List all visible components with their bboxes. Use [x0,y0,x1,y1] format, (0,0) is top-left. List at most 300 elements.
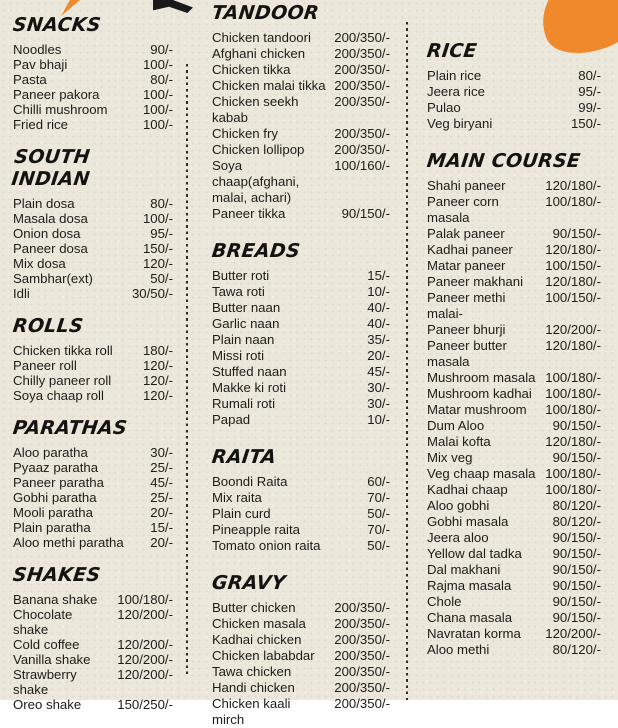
menu-item [427,370,601,386]
menu-item [13,358,173,373]
menu-item [427,322,601,338]
item-price: 200/350/- [334,142,390,157]
menu-section-breads [212,240,390,428]
menu-item [212,696,390,728]
item-name: Onion dosa [13,226,81,241]
menu-item [427,386,601,402]
menu-item [212,46,390,62]
menu-item [212,158,390,206]
item-name: Paneer bhurji [427,322,506,337]
item-price: 80/120/- [552,642,601,657]
item-price: 90/150/- [341,206,390,221]
section-title [212,572,390,594]
item-price: 200/350/- [334,126,390,141]
item-name: Handi chicken [212,680,295,695]
menu-column-middle [212,2,390,728]
menu-item [212,680,390,696]
section-title [212,240,390,262]
item-price: 100/180/- [545,402,601,417]
item-name: Missi roti [212,348,265,363]
item-name: Rumali roti [212,396,276,411]
item-price: 90/150/- [552,450,601,465]
item-name: Soya chaap(afghani, malai, achari) [212,158,300,205]
menu-item [13,286,173,301]
menu-item [13,490,173,505]
item-price: 90/150/- [552,226,601,241]
menu-item [427,498,601,514]
item-price: 120/200/- [545,322,601,337]
menu-item [13,196,173,211]
item-price: 50/- [367,538,390,553]
item-name: Veg chaap masala [427,466,536,481]
menu-item [212,94,390,126]
menu-section-south-indian [10,146,173,301]
item-name: Pulao [427,100,461,115]
section-title-text: RICE [425,40,479,62]
item-name: Sambhar(ext) [13,271,93,286]
menu-section-shakes [13,564,173,712]
menu-item [212,632,390,648]
item-name: Veg biryani [427,116,493,131]
item-name: Tawa roti [212,284,265,299]
menu-item [212,648,390,664]
section-title-text: SHAKES [11,564,102,586]
item-name: Makke ki roti [212,380,287,395]
menu-item [427,68,601,84]
item-name: Oreo shake [13,697,82,712]
section-title-text: MAIN COURSE [425,150,582,172]
menu-item [427,434,601,450]
menu-item [212,364,390,380]
column-divider-right [406,22,408,700]
item-price: 20/- [367,348,390,363]
menu-item [427,594,601,610]
menu-item [212,538,390,554]
item-name: Gobhi masala [427,514,509,529]
menu-item [427,338,601,370]
item-price: 120/200/- [545,626,601,641]
item-name: Jeera rice [427,84,485,99]
item-price: 20/- [150,505,173,520]
menu-item [427,530,601,546]
item-price: 40/- [367,316,390,331]
item-name: Pav bhaji [13,57,68,72]
swoosh-tip-icon [153,0,193,13]
item-price: 90/150/- [552,546,601,561]
item-price: 200/350/- [334,600,390,615]
item-price: 100/150/- [545,258,601,273]
menu-item [212,268,390,284]
section-title [212,2,390,24]
menu-section-raita [212,446,390,554]
item-name: Mushroom masala [427,370,536,385]
item-name: Plain rice [427,68,482,83]
item-price: 200/350/- [334,46,390,61]
item-price: 95/- [578,84,601,99]
menu-section-main-course [427,150,601,658]
menu-item [212,412,390,428]
item-price: 90/- [150,42,173,57]
item-price: 15/- [367,268,390,283]
item-name: Soya chaap roll [13,388,104,403]
item-price: 90/150/- [552,578,601,593]
item-price: 100/180/- [545,466,601,481]
section-title-text: RAITA [210,446,278,468]
menu-item [13,102,173,117]
menu-item [427,482,601,498]
item-name: Chilly paneer roll [13,373,112,388]
item-price: 200/350/- [334,680,390,695]
menu-section-parathas [13,417,173,550]
item-price: 80/- [150,72,173,87]
menu-item [13,72,173,87]
item-name: Chicken tikka [212,62,291,77]
item-price: 15/- [150,520,173,535]
item-price: 80/- [578,68,601,83]
item-price: 120/180/- [545,434,601,449]
menu-item [13,460,173,475]
menu-item [427,258,601,274]
section-title [427,40,601,62]
item-name: Pineapple raita [212,522,300,537]
item-name: Mix dosa [13,256,66,271]
section-title-text: ROLLS [11,315,85,337]
item-name: Chicken malai tikka [212,78,326,93]
item-price: 120/- [142,358,173,373]
menu-item [212,284,390,300]
item-price: 100/180/- [545,370,601,385]
item-price: 60/- [367,474,390,489]
item-name: Chole [427,594,462,609]
item-name: Paneer corn masala [427,194,499,225]
item-price: 95/- [150,226,173,241]
item-name: Palak paneer [427,226,505,241]
menu-item [13,697,173,712]
menu-item [427,116,601,132]
item-price: 100/150/- [545,290,601,305]
item-price: 10/- [367,284,390,299]
menu-item [212,474,390,490]
item-name: Yellow dal tadka [427,546,522,561]
item-price: 200/350/- [334,648,390,663]
item-price: 200/350/- [334,664,390,679]
item-name: Chana masala [427,610,513,625]
item-name: Noodles [13,42,62,57]
item-name: Chicken kaali mirch [212,696,291,727]
menu-item [212,522,390,538]
menu-item [212,348,390,364]
section-title [427,150,601,172]
item-price: 100/180/- [117,592,173,607]
item-name: Mushroom kadhai [427,386,532,401]
section-title-text: SNACKS [11,14,103,36]
item-name: Plain naan [212,332,275,347]
menu-item [13,505,173,520]
item-price: 200/350/- [334,632,390,647]
menu-item [13,57,173,72]
item-price: 100/160/- [334,158,390,173]
item-price: 200/350/- [334,696,390,711]
menu-item [427,450,601,466]
item-price: 80/- [150,196,173,211]
menu-item [212,664,390,680]
item-name: Vanilla shake [13,652,91,667]
item-price: 120/180/- [545,274,601,289]
item-price: 100/- [142,117,173,132]
menu-item [13,652,173,667]
item-name: Rajma masala [427,578,512,593]
menu-item [212,142,390,158]
menu-section-tandoor [212,2,390,222]
item-price: 100/180/- [545,194,601,209]
item-name: Pasta [13,72,47,87]
item-price: 30/50/- [131,286,173,301]
menu-section-gravy [212,572,390,728]
item-price: 10/- [367,412,390,427]
menu-column-left [10,14,173,712]
menu-item [427,466,601,482]
item-price: 45/- [367,364,390,379]
menu-item [427,578,601,594]
item-price: 99/- [578,100,601,115]
item-price: 200/350/- [334,616,390,631]
menu-item [427,514,601,530]
item-price: 100/180/- [545,482,601,497]
item-name: Chilli mushroom [13,102,108,117]
menu-item [13,667,173,697]
item-name: Boondi Raita [212,474,288,489]
item-name: Chocolate shake [13,607,73,637]
item-name: Chicken tikka roll [13,343,113,358]
section-title-text: PARATHAS [11,417,129,439]
item-name: Paneer tikka [212,206,286,221]
menu-column-right [427,40,601,658]
item-name: Papad [212,412,251,427]
item-name: Paneer paratha [13,475,104,490]
item-price: 90/150/- [552,530,601,545]
item-name: Matar paneer [427,258,506,273]
menu-item [13,117,173,132]
item-price: 200/350/- [334,94,390,109]
section-title [13,14,173,36]
item-price: 100/- [142,102,173,117]
menu-item [212,30,390,46]
item-price: 50/- [150,271,173,286]
menu-item [212,616,390,632]
item-name: Aloo paratha [13,445,88,460]
menu-item [13,87,173,102]
item-name: Navratan korma [427,626,521,641]
menu-item [427,194,601,226]
menu-item [427,226,601,242]
item-name: Malai kofta [427,434,491,449]
item-name: Paneer roll [13,358,77,373]
menu-item [427,402,601,418]
menu-item [212,490,390,506]
item-name: Chicken lollipop [212,142,305,157]
item-name: Gobhi paratha [13,490,97,505]
item-price: 200/350/- [334,62,390,77]
item-name: Matar mushroom [427,402,527,417]
menu-item [427,100,601,116]
menu-item [212,396,390,412]
item-price: 150/250/- [117,697,173,712]
menu-item [212,206,390,222]
section-title [13,564,173,586]
item-price: 180/- [142,343,173,358]
menu-item [212,78,390,94]
menu-item [427,642,601,658]
item-name: Dal makhani [427,562,501,577]
item-price: 120/180/- [545,178,601,193]
item-name: Plain dosa [13,196,75,211]
item-price: 80/120/- [552,498,601,513]
item-price: 80/120/- [552,514,601,529]
item-name: Strawberry shake [13,667,77,697]
item-name: Shahi paneer [427,178,506,193]
item-name: Mix veg [427,450,473,465]
item-name: Fried rice [13,117,68,132]
item-price: 120/- [142,373,173,388]
item-name: Butter roti [212,268,270,283]
item-price: 100/180/- [545,386,601,401]
item-price: 20/- [150,535,173,550]
item-name: Aloo gobhi [427,498,490,513]
item-name: Afghani chicken [212,46,306,61]
item-price: 120/180/- [545,338,601,353]
menu-item [13,343,173,358]
menu-item [212,506,390,522]
item-price: 120/200/- [117,667,173,682]
item-name: Plain curd [212,506,271,521]
item-name: Idli [13,286,30,301]
menu-item [13,388,173,403]
item-price: 100/- [142,87,173,102]
item-price: 25/- [150,490,173,505]
item-name: Aloo methi [427,642,490,657]
item-name: Kadhai chaap [427,482,508,497]
item-name: Jeera aloo [427,530,489,545]
menu-item [427,84,601,100]
section-title-text: GRAVY [210,572,287,594]
menu-item [13,42,173,57]
item-name: Dum Aloo [427,418,485,433]
section-title-text: BREADS [210,240,302,262]
section-title [13,417,173,439]
item-name: Chicken fry [212,126,278,141]
item-name: Plain paratha [13,520,91,535]
menu-item [13,445,173,460]
item-name: Tawa chicken [212,664,292,679]
menu-item [13,271,173,286]
item-name: Kadhai paneer [427,242,513,257]
menu-item [427,274,601,290]
menu-item [427,546,601,562]
item-name: Tomato onion raita [212,538,321,553]
item-name: Kadhai chicken [212,632,302,647]
menu-item [13,637,173,652]
section-title [13,315,173,337]
item-name: Chicken masala [212,616,306,631]
section-title [10,146,173,190]
menu-item [212,316,390,332]
menu-item [427,178,601,194]
item-price: 120/- [142,388,173,403]
item-price: 120/200/- [117,607,173,622]
item-price: 45/- [150,475,173,490]
item-name: Mooli paratha [13,505,93,520]
menu-item [427,610,601,626]
item-price: 120/200/- [117,652,173,667]
menu-item [212,380,390,396]
item-name: Butter naan [212,300,281,315]
menu-section-snacks [13,14,173,132]
item-price: 150/- [142,241,173,256]
item-price: 40/- [367,300,390,315]
item-price: 200/350/- [334,78,390,93]
item-name: Paneer pakora [13,87,100,102]
item-name: Masala dosa [13,211,88,226]
item-name: Paneer makhani [427,274,524,289]
item-price: 35/- [367,332,390,347]
item-name: Paneer dosa [13,241,88,256]
menu-item [212,126,390,142]
item-name: Mix raita [212,490,262,505]
item-price: 120/180/- [545,242,601,257]
item-name: Cold coffee [13,637,80,652]
menu-section-rice [427,40,601,132]
menu-item [427,242,601,258]
menu-section-rolls [13,315,173,403]
menu-item [13,520,173,535]
item-price: 90/150/- [552,562,601,577]
item-name: Stuffed naan [212,364,287,379]
menu-item [427,418,601,434]
item-price: 100/- [142,57,173,72]
item-name: Paneer methi malai- [427,290,506,321]
section-title [212,446,390,468]
item-name: Aloo methi paratha [13,535,124,550]
item-name: Pyaaz paratha [13,460,99,475]
item-name: Garlic naan [212,316,280,331]
item-price: 90/150/- [552,610,601,625]
menu-item [212,300,390,316]
menu-item [212,332,390,348]
menu-item [13,226,173,241]
item-name: Paneer butter masala [427,338,507,369]
item-price: 70/- [367,522,390,537]
item-name: Banana shake [13,592,98,607]
item-name: Chicken seekh kabab [212,94,299,125]
menu-item [212,600,390,616]
item-price: 100/- [142,211,173,226]
item-price: 30/- [150,445,173,460]
item-name: Chicken tandoori [212,30,311,45]
menu-item [13,607,173,637]
item-price: 50/- [367,506,390,521]
section-title-text: TANDOOR [210,2,321,24]
menu-item [13,373,173,388]
column-divider-left [186,64,188,676]
menu-item [13,256,173,271]
menu-item [13,241,173,256]
item-price: 120/200/- [117,637,173,652]
item-price: 150/- [570,116,601,131]
item-price: 90/150/- [552,418,601,433]
item-price: 30/- [367,380,390,395]
menu-item [13,211,173,226]
menu-item [13,475,173,490]
